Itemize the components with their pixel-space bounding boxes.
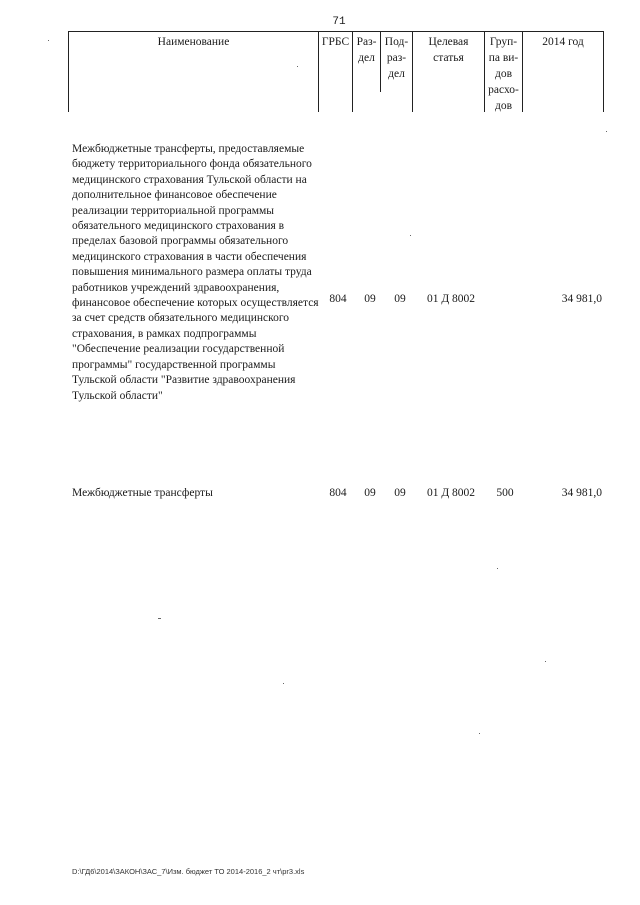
table-cell-podrazdel: 09 xyxy=(394,293,406,305)
header-podrazdel-line: Под- xyxy=(384,36,409,48)
header-podrazdel-line: дел xyxy=(388,68,405,80)
table-cell-grbs: 804 xyxy=(329,293,347,305)
table-cell-grbs: 804 xyxy=(329,487,347,499)
scan-speck xyxy=(158,618,161,619)
header-vid-line: Груп- xyxy=(489,36,518,48)
scan-speck xyxy=(283,683,284,684)
scan-speck xyxy=(606,131,607,132)
table-cell-razdel: 09 xyxy=(364,293,376,305)
header-name xyxy=(69,32,319,112)
table-cell-celevaya: 01 Д 8002 xyxy=(426,487,476,499)
header-razdel-line: Раз- xyxy=(356,36,377,48)
table-cell-vid: 500 xyxy=(496,487,514,499)
table-cell-razdel: 09 xyxy=(364,487,376,499)
table-cell-podrazdel: 09 xyxy=(394,487,406,499)
header-podrazdel xyxy=(381,32,413,112)
header-grbs xyxy=(319,32,353,112)
header-vid-line: па ви- xyxy=(488,52,519,64)
scan-speck xyxy=(497,568,498,569)
scan-speck xyxy=(297,66,298,67)
header-vid-line: дов xyxy=(494,100,513,112)
page-number: 71 xyxy=(332,16,346,28)
scan-speck xyxy=(479,733,480,734)
table-cell-sum: 34 981,0 xyxy=(561,293,602,305)
footer-file-path: D:\ГД6\2014\ЗАКОН\ЗАС_7\Изм. бюджет ТО 2014-2016_2 чт\pr3.xls xyxy=(72,867,305,876)
header-vid-line: расхо- xyxy=(488,84,519,96)
header-celevaya-line: Целевая xyxy=(428,36,469,48)
header-vid-line: дов xyxy=(494,68,513,80)
scan-speck xyxy=(545,661,546,662)
header-grbs-label: ГРБС xyxy=(321,36,350,48)
header-razdel xyxy=(353,32,381,92)
table-cell-sum: 34 981,0 xyxy=(561,487,602,499)
header-podrazdel-line: раз- xyxy=(386,52,407,64)
header-name-label: Наименование xyxy=(157,36,230,48)
scan-speck xyxy=(410,235,411,236)
header-year xyxy=(523,32,604,112)
header-celevaya-line: статья xyxy=(433,52,464,64)
header-celevaya xyxy=(413,32,485,112)
table-row-name: Межбюджетные трансферты xyxy=(72,487,213,499)
header-razdel-line: дел xyxy=(358,52,375,64)
header-vid xyxy=(485,32,523,112)
table-cell-celevaya: 01 Д 8002 xyxy=(426,293,476,305)
header-year-label: 2014 год xyxy=(542,36,584,48)
scan-speck xyxy=(48,40,49,41)
table-header xyxy=(68,31,604,112)
table-row-name: Межбюджетные трансферты, предоставляемые бюджету территориального фонда обязательного медицинского страхования Тульской области на дополнительное финансовое обеспечение реализации территориальной программы обязательного медицинского страхования в пределах базовой программы обязательного медицинского страхования в части обеспечения повышения минимального размера оплаты труда работников учреждений здравоохранения, финансовое обеспечение которых осуществляется за счет средств обязательного медицинского страхования, в рамках подпрограммы "Обеспечение реализации государственной программы" государственной программы Тульской области "Развитие здравоохранения Тульской области" xyxy=(72,143,319,402)
